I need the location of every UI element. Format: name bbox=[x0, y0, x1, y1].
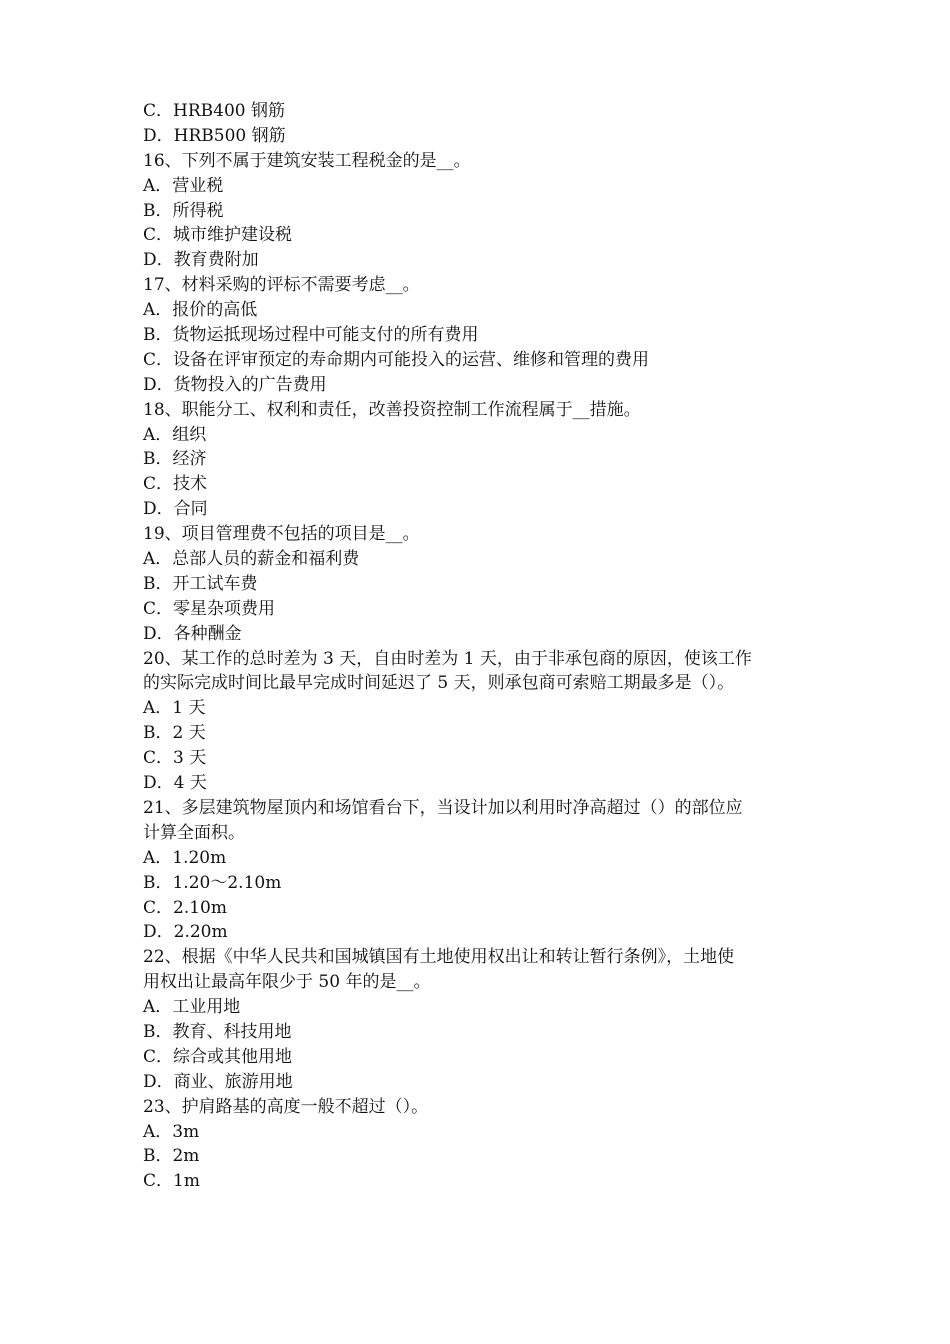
option-c: C．3 天 bbox=[143, 748, 207, 769]
option-a: A．营业税 bbox=[143, 175, 224, 196]
text-line: D．HRB500 钢筋 bbox=[143, 125, 286, 146]
option-d: D．各种酬金 bbox=[143, 623, 242, 644]
option-d: D．商业、旅游用地 bbox=[143, 1071, 293, 1092]
question-22-continued: 用权出让最高年限少于 50 年的是__。 bbox=[143, 972, 431, 993]
option-d: D．教育费附加 bbox=[143, 250, 259, 271]
option-d: D．货物投入的广告费用 bbox=[143, 374, 327, 395]
option-a: A．1 天 bbox=[143, 698, 206, 719]
question-21-continued: 计算全面积。 bbox=[143, 822, 245, 843]
option-d: D．2.20m bbox=[143, 922, 228, 943]
option-c: C．城市维护建设税 bbox=[143, 225, 293, 246]
question-23: 23、护肩路基的高度一般不超过（）。 bbox=[143, 1096, 429, 1117]
question-22: 22、根据《中华人民共和国城镇国有土地使用权出让和转让暂行条例》，土地使 bbox=[143, 947, 735, 968]
option-a: A．1.20m bbox=[143, 847, 227, 868]
document-page bbox=[143, 99, 823, 1194]
question-20: 20、某工作的总时差为 3 天，自由时差为 1 天，由于非承包商的原因，使该工作 bbox=[143, 648, 752, 669]
option-b: B．2 天 bbox=[143, 723, 206, 744]
question-17: 17、材料采购的评标不需要考虑__。 bbox=[143, 275, 420, 296]
question-18: 18、职能分工、权利和责任，改善投资控制工作流程属于__措施。 bbox=[143, 399, 641, 420]
option-b: B．教育、科技用地 bbox=[143, 1021, 292, 1042]
question-16: 16、下列不属于建筑安装工程税金的是__。 bbox=[143, 150, 471, 171]
option-d: D．4 天 bbox=[143, 773, 207, 794]
option-a: A．总部人员的薪金和福利费 bbox=[143, 549, 360, 570]
option-b: B．2m bbox=[143, 1146, 200, 1167]
option-a: A．工业用地 bbox=[143, 997, 241, 1018]
option-a: A．组织 bbox=[143, 424, 207, 445]
option-a: A．3m bbox=[143, 1121, 200, 1142]
option-c: C．设备在评审预定的寿命期内可能投入的运营、维修和管理的费用 bbox=[143, 349, 650, 370]
option-b: B．经济 bbox=[143, 449, 207, 470]
question-20-continued: 的实际完成时间比最早完成时间延迟了 5 天，则承包商可索赔工期最多是（）。 bbox=[143, 673, 735, 694]
option-b: B．所得税 bbox=[143, 200, 224, 221]
option-c: C．技术 bbox=[143, 474, 208, 495]
text-line: C．HRB400 钢筋 bbox=[143, 101, 285, 121]
option-a: A．报价的高低 bbox=[143, 300, 258, 321]
option-c: C．2.10m bbox=[143, 897, 227, 918]
option-d: D．合同 bbox=[143, 499, 208, 520]
option-c: C．零星杂项费用 bbox=[143, 598, 276, 619]
option-b: B．1.20～2.10m bbox=[143, 872, 282, 893]
question-19: 19、项目管理费不包括的项目是__。 bbox=[143, 524, 420, 545]
option-c: C．1m bbox=[143, 1171, 200, 1192]
question-21: 21、多层建筑物屋顶内和场馆看台下，当设计加以利用时净高超过（）的部位应 bbox=[143, 797, 743, 818]
option-b: B．开工试车费 bbox=[143, 573, 258, 594]
option-c: C．综合或其他用地 bbox=[143, 1046, 293, 1067]
option-b: B．货物运抵现场过程中可能支付的所有费用 bbox=[143, 325, 479, 346]
